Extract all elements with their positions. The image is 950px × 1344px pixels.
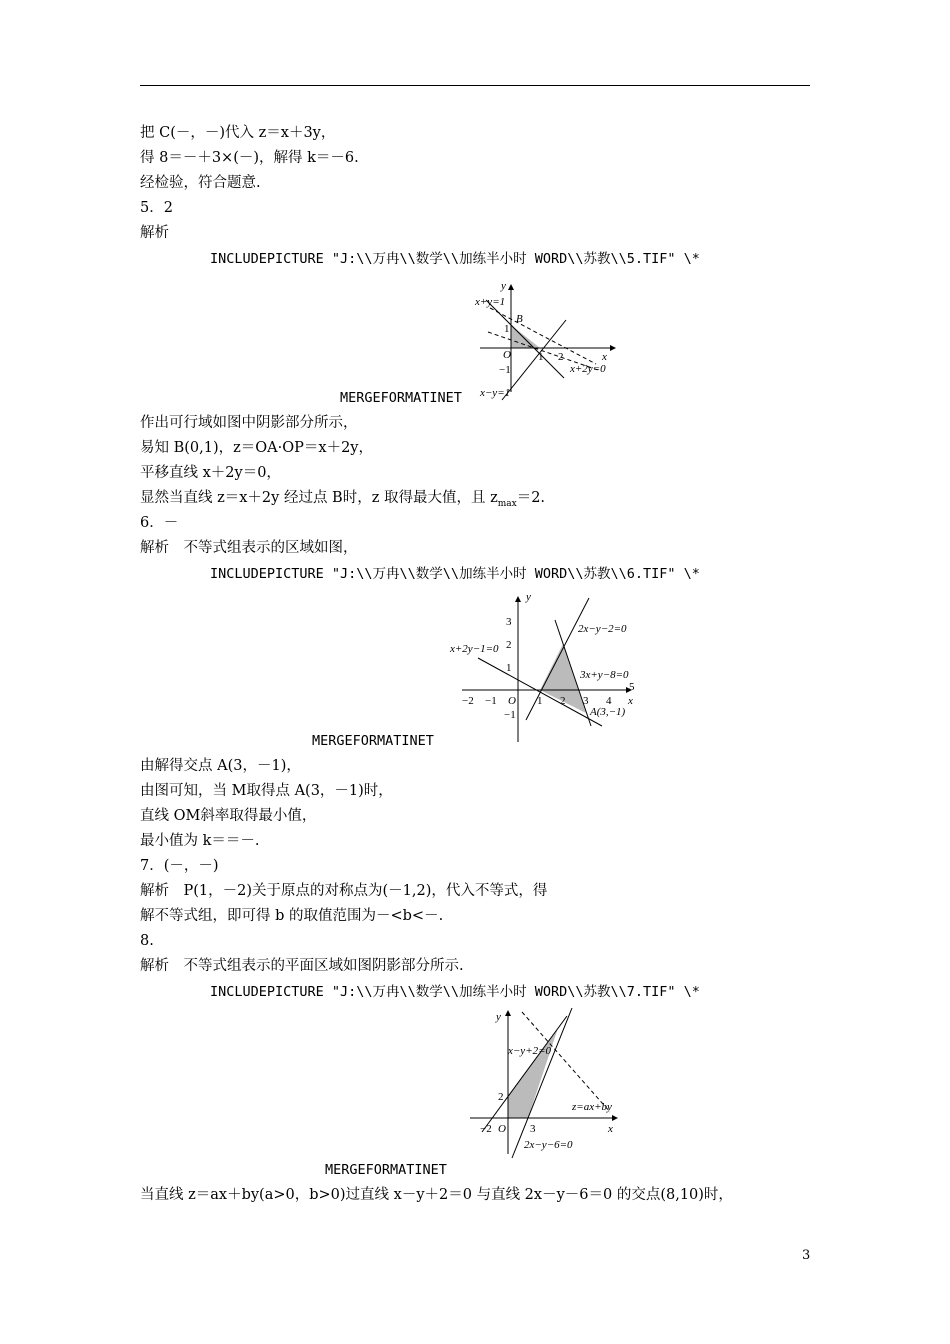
text-line-18: 解不等式组，即可得 b 的取值范围为－<b<－. — [140, 908, 444, 924]
svg-text:1: 1 — [506, 662, 512, 674]
svg-text:−2: −2 — [480, 1123, 492, 1135]
svg-text:x: x — [608, 1123, 613, 1135]
text-line-2: 得 8＝－＋3×(－)，解得 k＝－6. — [140, 150, 359, 166]
svg-text:y: y — [526, 591, 531, 603]
svg-text:2: 2 — [560, 695, 566, 707]
svg-text:3: 3 — [506, 616, 512, 628]
fig5-shaded-region — [511, 325, 540, 348]
text-line-17: 解析 P(1，－2)关于原点的对称点为(－1,2)，代入不等式，得 — [140, 883, 548, 899]
text-line-10: 6．－ — [140, 515, 179, 531]
svg-text:O: O — [508, 695, 516, 707]
svg-text:2: 2 — [506, 639, 512, 651]
figure-5 — [472, 280, 622, 400]
svg-text:x+2y−1=0: x+2y−1=0 — [450, 643, 499, 655]
svg-text:O: O — [498, 1123, 506, 1135]
text-line-19: 8. — [140, 933, 154, 949]
svg-text:x−y+2=0: x−y+2=0 — [508, 1045, 552, 1057]
figure-6 — [448, 590, 648, 745]
text-line-9: 显然当直线 z＝x＋2y 经过点 B时，z 取得最大值，且 $z_{max}=2$. — [140, 490, 546, 509]
svg-text:3x+y−8=0: 3x+y−8=0 — [580, 669, 629, 681]
text-line-14: 直线 OM斜率取得最小值， — [140, 808, 317, 824]
text-line-5: 解析 — [140, 225, 169, 241]
svg-text:4: 4 — [606, 695, 612, 707]
svg-text:3: 3 — [530, 1123, 536, 1135]
mergeformat-5: MERGEFORMATINET — [340, 390, 462, 406]
svg-text:A(3,−1): A(3,−1) — [590, 706, 626, 718]
svg-text:−1: −1 — [504, 709, 516, 721]
text-line-16: 7．(－，－) — [140, 858, 219, 874]
svg-text:2x−y−2=0: 2x−y−2=0 — [578, 623, 627, 635]
svg-text:z=ax+by: z=ax+by — [572, 1101, 612, 1113]
text-line-13: 由图可知，当 M取得点 A(3，－1)时， — [140, 783, 393, 799]
svg-text:O: O — [503, 349, 511, 361]
svg-text:5: 5 — [629, 681, 635, 693]
figure-7 — [462, 1008, 642, 1158]
svg-text:2x−y−6=0: 2x−y−6=0 — [524, 1139, 573, 1151]
svg-text:3: 3 — [583, 695, 589, 707]
svg-text:x: x — [628, 695, 633, 707]
page-number: 3 — [802, 1248, 811, 1263]
text-line-11: 解析 不等式组表示的区域如图， — [140, 540, 358, 556]
text-line-3: 经检验，符合题意. — [140, 175, 261, 191]
text-line-6: 作出可行域如图中阴影部分所示， — [140, 415, 358, 431]
includepicture-5: INCLUDEPICTURE "J:\\万冉\\数学\\加练半小时 WORD\\苏教\\5.TIF" \* — [210, 251, 700, 267]
svg-text:x+2y=0: x+2y=0 — [570, 363, 606, 375]
includepicture-6: INCLUDEPICTURE "J:\\万冉\\数学\\加练半小时 WORD\\苏教\\6.TIF" \* — [210, 566, 700, 582]
svg-text:1: 1 — [538, 351, 544, 363]
svg-text:x−y=1: x−y=1 — [480, 387, 511, 399]
text-line-21: 当直线 z＝ax＋by(a>0，b>0)过直线 x－y＋2＝0 与直线 2x－y－6＝0 的交点(8,10)时， — [140, 1187, 733, 1203]
text-line-12: 由解得交点 A(3，－1)， — [140, 758, 301, 774]
svg-text:−1: −1 — [485, 695, 497, 707]
text-line-4: 5．2 — [140, 200, 173, 216]
text-line-7: 易知 B(0,1)，z＝OA·OP＝x＋2y， — [140, 440, 373, 456]
text-line-8: 平移直线 x＋2y＝0， — [140, 465, 281, 481]
svg-text:−2: −2 — [462, 695, 474, 707]
svg-text:y: y — [501, 280, 506, 292]
svg-text:y: y — [496, 1011, 501, 1023]
text-line-20: 解析 不等式组表示的平面区域如图阴影部分所示. — [140, 958, 464, 974]
svg-text:1: 1 — [537, 695, 543, 707]
svg-text:x: x — [602, 351, 607, 363]
svg-text:B: B — [516, 313, 523, 325]
svg-text:2: 2 — [558, 351, 564, 363]
svg-text:2: 2 — [498, 1091, 504, 1103]
svg-text:1: 1 — [504, 323, 510, 335]
svg-text:x+y=1: x+y=1 — [475, 296, 506, 308]
mergeformat-7: MERGEFORMATINET — [325, 1162, 447, 1178]
svg-text:−1: −1 — [499, 364, 511, 376]
text-line-15: 最小值为 k＝＝－. — [140, 833, 260, 849]
includepicture-7: INCLUDEPICTURE "J:\\万冉\\数学\\加练半小时 WORD\\苏教\\7.TIF" \* — [210, 984, 700, 1000]
text-line-1: 把 C(－，－)代入 z＝x＋3y， — [140, 125, 336, 141]
header-rule — [140, 85, 810, 86]
mergeformat-6: MERGEFORMATINET — [312, 733, 434, 749]
